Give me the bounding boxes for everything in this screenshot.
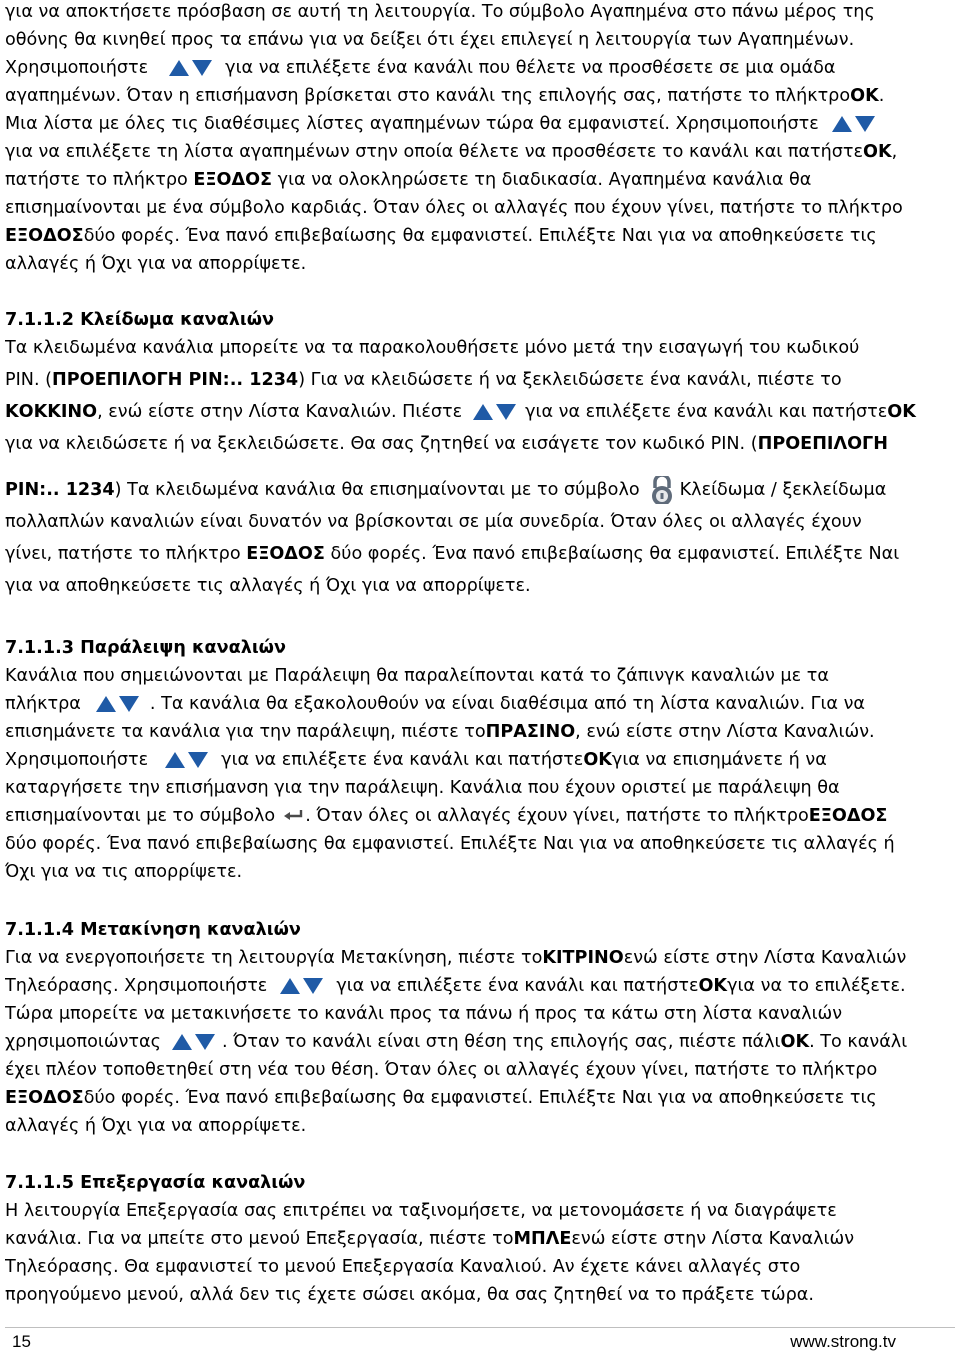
exit-key-label: ΕΞΟΔΟΣ	[193, 170, 273, 190]
text-line	[5, 222, 959, 250]
text-line	[5, 110, 959, 138]
text: δύο φορές. Ένα πανό επιβεβαίωσης θα εμφανιστεί. Επιλέξτε Ναι για να αποθηκεύσετε τις	[83, 1088, 877, 1108]
text: Χρησιμοποιήστε	[5, 750, 149, 770]
default-pin-label: ΠΡΟΕΠΙΛΟΓΗ	[757, 434, 888, 454]
exit-key-label: ΕΞΟΔΟΣ	[5, 226, 84, 246]
text: καταργήσετε την επισήμανση για την παράλειψη. Κανάλια που έχουν οριστεί με παράλειψη θα	[5, 778, 840, 798]
up-down-arrows-icon	[171, 1028, 216, 1056]
text-line	[5, 138, 959, 166]
section-heading: 7.1.1.4 Μετακίνηση καναλιών	[5, 920, 301, 940]
blue-key-label: ΜΠΛΕ	[513, 1229, 572, 1249]
text: Όχι για να τις απορρίψετε.	[5, 862, 243, 882]
text: για να επιλέξετε ένα κανάλι που θέλετε να προσθέσετε σε μια ομάδα	[225, 58, 836, 78]
text: πατήστε το πλήκτρο ΕΞΟΔΟΣ για να ολοκληρώσετε τη διαδικασία. Αγαπημένα κανάλια θα	[5, 170, 812, 190]
text: γίνει, πατήστε το πλήκτρο ΕΞΟΔΟΣ δύο φορές. Ένα πανό επιβεβαίωσης θα εμφανιστεί. Επιλέξτε Ναι	[5, 544, 900, 564]
text: Κανάλια που σημειώνονται με Παράλειψη θα παραλείπονται κατά το ζάπινγκ καναλιών με τα	[5, 666, 829, 686]
text: , ενώ είστε στην Λίστα Καναλιών. Πιέστε	[97, 402, 463, 422]
red-key-label: ΚΟΚΚΙΝΟ	[5, 402, 98, 422]
website-link[interactable]: www.strong.tv	[790, 1332, 896, 1351]
text: επισημάνετε τα κανάλια για την παράλειψη, πιέστε το	[5, 722, 486, 742]
text: για να επισημάνετε ή να	[611, 750, 827, 770]
text: Τηλεόρασης. Χρησιμοποιήστε	[5, 976, 268, 996]
text: πλήκτρα	[5, 694, 81, 714]
text: Χρησιμοποιήστε	[5, 58, 149, 78]
text: ενώ είστε στην Λίστα Καναλιών	[571, 1229, 855, 1249]
text: οθόνης θα κινηθεί προς τα επάνω για να δείξει ότι έχει επιλεγεί η λειτουργία των Αγαπημένων.	[5, 30, 855, 50]
text-line	[5, 54, 959, 82]
text: για να το επιλέξετε.	[727, 976, 906, 996]
yellow-key-label: ΚΙΤΡΙΝΟ	[542, 948, 624, 968]
text: για να κλειδώσετε ή να ξεκλειδώσετε. Θα σας ζητηθεί να εισάγετε τον κωδικό PIN. (	[5, 434, 758, 454]
text: δύο φορές. Ένα πανό επιβεβαίωσης θα εμφανιστεί. Επιλέξτε Ναι για να αποθηκεύσετε τις	[83, 226, 877, 246]
text: Τα κλειδωμένα κανάλια μπορείτε να τα παρακολουθήσετε μόνο μετά την εισαγωγή του κωδικού	[5, 338, 860, 358]
text-line	[5, 166, 959, 194]
text: αγαπημένων. Όταν η επισήμανση βρίσκεται στο κανάλι της επιλογής σας, πατήστε το πλήκτρο	[5, 86, 851, 106]
text: .	[878, 86, 885, 106]
text: . Όταν το κανάλι είναι στη θέση της επιλογής σας, πιέστε πάλι	[221, 1032, 781, 1052]
text-line	[5, 1197, 959, 1225]
text: ,	[891, 142, 898, 162]
text-line	[5, 398, 959, 426]
ok-key-label: OK	[863, 142, 892, 162]
text: PIN. (	[5, 370, 53, 390]
text-line	[5, 662, 959, 690]
text: Μια λίστα με όλες τις διαθέσιμες λίστες αγαπημένων τώρα θα εμφανιστεί. Χρησιμοποιήστε	[5, 114, 819, 134]
up-down-arrows-icon	[95, 690, 140, 718]
text-line	[5, 718, 959, 746]
text: για να επιλέξετε τη λίστα αγαπημένων στην οποία θέλετε να προσθέσετε το κανάλι και πατήστε	[5, 142, 864, 162]
text: ) Τα κλειδωμένα κανάλια θα επισημαίνονται με το σύμβολο	[114, 480, 640, 500]
text: αλλαγές ή Όχι για να απορρίψετε.	[5, 1116, 307, 1136]
text: επισημαίνονται με ένα σύμβολο καρδιάς. Όταν όλες οι αλλαγές που έχουν γίνει, πατήστε το πλήκτρο	[5, 198, 903, 218]
section-heading: 7.1.1.3 Παράλειψη καναλιών	[5, 638, 286, 658]
text-line	[5, 1112, 959, 1140]
text-line	[5, 430, 959, 458]
text: για να επιλέξετε ένα κανάλι και πατήστε	[336, 976, 699, 996]
text-line	[5, 690, 959, 718]
text: έχει πλέον τοποθετηθεί στη νέα του θέση. Όταν όλες οι αλλαγές έχουν γίνει, πατήστε το πλήκτρο	[5, 1060, 878, 1080]
text-line	[5, 366, 959, 394]
text-line	[5, 26, 959, 54]
text: ενώ είστε στην Λίστα Καναλιών	[623, 948, 907, 968]
text: Για να ενεργοποιήσετε τη λειτουργία Μετακίνηση, πιέστε το	[5, 948, 543, 968]
text-line	[5, 1253, 959, 1281]
text: για να επιλέξετε ένα κανάλι και πατήστε	[221, 750, 584, 770]
text: ) Για να κλειδώσετε ή να ξεκλειδώσετε ένα κανάλι, πιέστε το	[298, 370, 842, 390]
text-line	[5, 830, 959, 858]
text-line	[5, 1000, 959, 1028]
text-line	[5, 334, 959, 362]
text: πολλαπλών καναλιών είναι δυνατόν να βρίσκονται σε μία συνεδρία. Όταν όλες οι αλλαγές έχουν	[5, 512, 862, 532]
default-pin-label: PIN:.. 1234	[5, 480, 115, 500]
text-line	[5, 1028, 959, 1056]
text: Η λειτουργία Επεξεργασία σας επιτρέπει να ταξινομήσετε, να μετονομάσετε ή να διαγράψετε	[5, 1201, 837, 1221]
exit-key-label: ΕΞΟΔΟΣ	[246, 544, 325, 564]
text: αλλαγές ή Όχι για να απορρίψετε.	[5, 254, 307, 274]
text: . Το κανάλι	[809, 1032, 908, 1052]
text-line	[5, 508, 959, 536]
ok-key-label: OK	[583, 750, 612, 770]
text-line	[5, 82, 959, 110]
skip-enter-icon	[283, 808, 305, 824]
ok-key-label: OK	[850, 86, 879, 106]
text: για να αποκτήσετε πρόσβαση σε αυτή τη λειτουργία. Το σύμβολο Αγαπημένα στο πάνω μέρος της	[5, 2, 875, 22]
text: Κλείδωμα / ξεκλείδωμα	[679, 480, 887, 500]
text: προηγούμενο μενού, αλλά δεν τις έχετε σώσει ακόμα, θα σας ζητηθεί να το πράξετε τώρα.	[5, 1285, 814, 1305]
up-down-arrows-icon	[168, 54, 213, 82]
text-line	[5, 572, 959, 600]
up-down-arrows-icon	[279, 972, 324, 1000]
text-line	[5, 1281, 959, 1309]
text-line	[5, 194, 959, 222]
page-number: 15	[12, 1332, 31, 1351]
ok-key-label: OK	[887, 402, 916, 422]
section-heading: 7.1.1.5 Επεξεργασία καναλιών	[5, 1173, 306, 1193]
default-pin-label: ΠΡΟΕΠΙΛΟΓΗ PIN:.. 1234	[52, 370, 299, 390]
text-line	[5, 1084, 959, 1112]
section-heading: 7.1.1.2 Κλείδωμα καναλιών	[5, 310, 275, 330]
text: δύο φορές. Ένα πανό επιβεβαίωσης θα εμφανιστεί. Επιλέξτε Ναι για να αποθηκεύσετε τις αλλαγές ή	[5, 834, 895, 854]
footer-divider	[5, 1327, 955, 1328]
up-down-arrows-icon	[472, 398, 517, 426]
green-key-label: ΠΡΑΣΙΝΟ	[485, 722, 576, 742]
text: επισημαίνονται με το σύμβολο	[5, 806, 276, 826]
text-line	[5, 540, 959, 568]
text-line	[5, 746, 959, 774]
page-footer	[12, 1330, 896, 1354]
text-line	[5, 250, 959, 278]
text-line	[5, 858, 959, 886]
text: Τώρα μπορείτε να μετακινήσετε το κανάλι προς τα πάνω ή προς τα κάτω στη λίστα καναλιών	[5, 1004, 843, 1024]
text: χρησιμοποιώντας	[5, 1032, 161, 1052]
text-line	[5, 476, 959, 504]
text-line	[5, 1225, 959, 1253]
up-down-arrows-icon	[831, 110, 876, 138]
text-line	[5, 1056, 959, 1084]
lock-icon	[648, 476, 676, 504]
text: για να επιλέξετε ένα κανάλι και πατήστε	[525, 402, 888, 422]
ok-key-label: OK	[698, 976, 728, 996]
text-line	[5, 802, 959, 830]
text: Τηλεόρασης. Θα εμφανιστεί το μενού Επεξεργασία Καναλιού. Αν έχετε κάνει αλλαγές στο	[5, 1257, 801, 1277]
exit-key-label: ΕΞΟΔΟΣ	[808, 806, 888, 826]
text-line	[5, 944, 959, 972]
text-line	[5, 0, 959, 26]
text: , ενώ είστε στην Λίστα Καναλιών.	[575, 722, 875, 742]
text: . Όταν όλες οι αλλαγές έχουν γίνει, πατήστε το πλήκτρο	[305, 806, 809, 826]
exit-key-label: ΕΞΟΔΟΣ	[5, 1088, 84, 1108]
ok-key-label: OK	[780, 1032, 810, 1052]
text: για να αποθηκεύσετε τις αλλαγές ή Όχι για να απορρίψετε.	[5, 576, 531, 596]
text-line	[5, 972, 959, 1000]
text: κανάλια. Για να μπείτε στο μενού Επεξεργασία, πιέστε το	[5, 1229, 514, 1249]
text: . Τα κανάλια θα εξακολουθούν να είναι διαθέσιμα από τη λίστα καναλιών. Για να	[149, 694, 866, 714]
up-down-arrows-icon	[164, 746, 209, 774]
text-line	[5, 774, 959, 802]
